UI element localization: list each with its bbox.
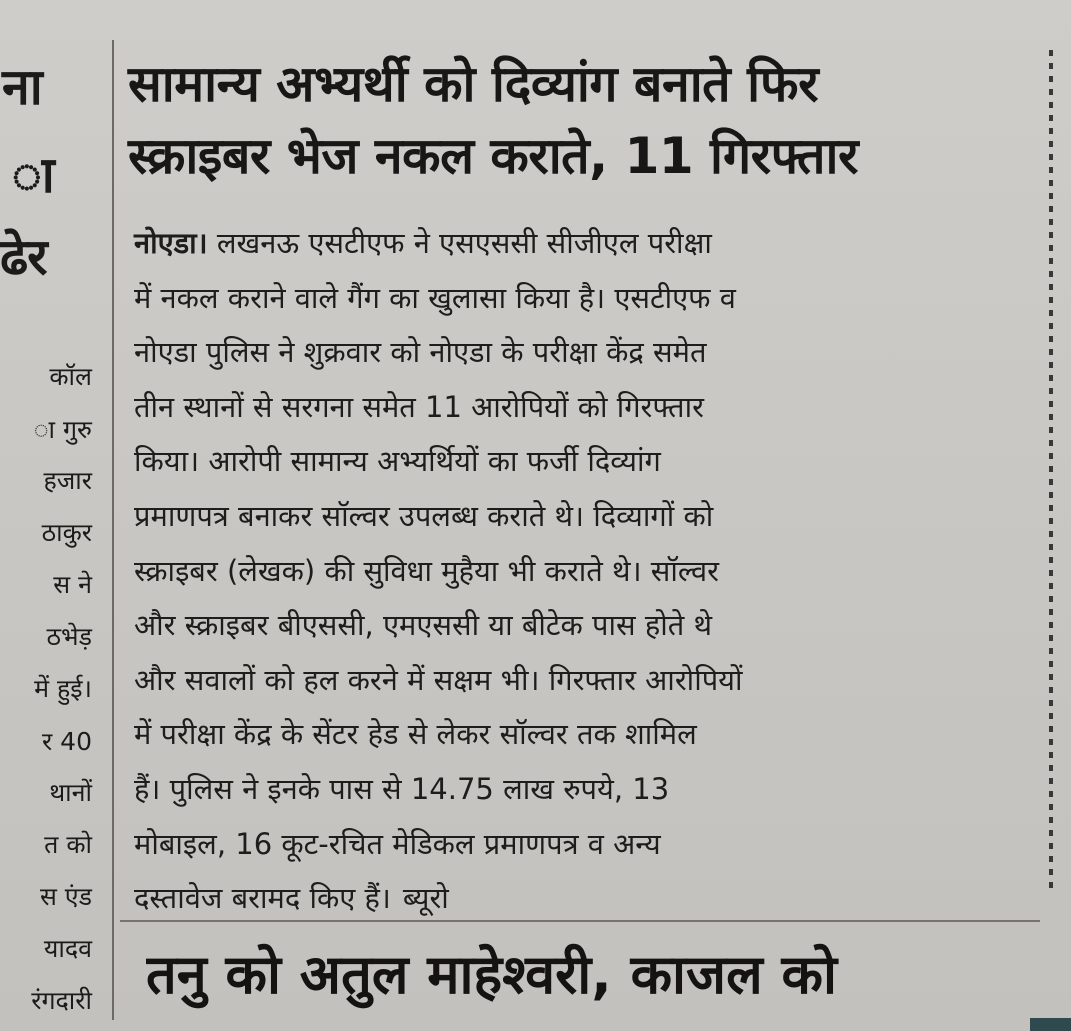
body-line: में परीक्षा केंद्र के सेंटर हेड से लेकर सॉल्वर तक शामिल bbox=[134, 717, 697, 752]
body-line: नोएडा। लखनऊ एसटीएफ ने एसएससी सीजीएल परीक्षा bbox=[134, 226, 712, 260]
left-column-text-line: ठाकुर bbox=[41, 518, 92, 547]
article-headline bbox=[128, 48, 1028, 192]
dateline: नोएडा। bbox=[134, 226, 208, 260]
left-column-text-line: स एंड bbox=[39, 882, 92, 911]
left-column-text-line: रंगदारी bbox=[31, 986, 92, 1015]
left-column-text-line: में हुई। bbox=[34, 674, 92, 703]
background-edge bbox=[1030, 1018, 1071, 1031]
left-column-heading-line: ढेर bbox=[0, 228, 47, 286]
left-column-text-line: ा गुरु bbox=[33, 415, 92, 444]
left-column-text-line: र 40 bbox=[42, 727, 92, 756]
body-line: प्रमाणपत्र बनाकर सॉल्वर उपलब्ध कराते थे। दिव्यागों को bbox=[134, 498, 714, 533]
article-body bbox=[134, 216, 1034, 926]
body-line: नोएडा पुलिस ने शुक्रवार को नोएडा के परीक्षा केंद्र समेत bbox=[134, 335, 707, 370]
left-column-heading-line: ा bbox=[12, 146, 54, 204]
left-column-text-line: कॉल bbox=[49, 362, 92, 391]
body-line: तीन स्थानों से सरगना समेत 11 आरोपियों को गिरफ्तार bbox=[134, 389, 704, 424]
left-column-text-line: स ने bbox=[53, 570, 92, 599]
left-column-text-line: त को bbox=[44, 830, 92, 859]
left-column-text-line: ठभेड़ bbox=[46, 622, 92, 651]
left-column-cropped bbox=[0, 0, 108, 1031]
left-column-text-line: यादव bbox=[43, 934, 92, 963]
headline-line: सामान्य अभ्यर्थी को दिव्यांग बनाते फिर bbox=[128, 55, 819, 113]
body-line: किया। आरोपी सामान्य अभ्यर्थियों का फर्जी दिव्यांग bbox=[134, 444, 661, 479]
body-line: स्क्राइबर (लेखक) की सुविधा मुहैया भी कराते थे। सॉल्वर bbox=[134, 553, 719, 588]
body-line: दस्तावेज बरामद किए हैं। ब्यूरो bbox=[134, 881, 449, 916]
body-line: मोबाइल, 16 कूट-रचित मेडिकल प्रमाणपत्र व अन्य bbox=[134, 826, 661, 861]
body-line: हैं। पुलिस ने इनके पास से 14.75 लाख रुपये, 13 bbox=[134, 771, 670, 806]
body-line: में नकल कराने वाले गैंग का खुलासा किया है। एसटीएफ व bbox=[134, 280, 736, 315]
body-line: और स्क्राइबर बीएससी, एमएससी या बीटेक पास होते थे bbox=[134, 608, 713, 643]
dashed-column-divider bbox=[1049, 50, 1053, 890]
headline-line: स्क्राइबर भेज नकल कराते, 11 गिरफ्तार bbox=[128, 127, 858, 185]
left-column-text-line: हजार bbox=[43, 466, 92, 495]
byline: ब्यूरो bbox=[402, 881, 449, 916]
article-separator bbox=[120, 920, 1040, 922]
left-column-heading-line: ना bbox=[2, 58, 42, 116]
column-divider bbox=[112, 40, 114, 1020]
body-line: और सवालों को हल करने में सक्षम भी। गिरफ्तार आरोपियों bbox=[134, 662, 743, 697]
next-article-headline: तनु को अतुल माहेश्वरी, काजल को bbox=[146, 943, 837, 1006]
left-column-text-line: थानों bbox=[49, 778, 92, 807]
